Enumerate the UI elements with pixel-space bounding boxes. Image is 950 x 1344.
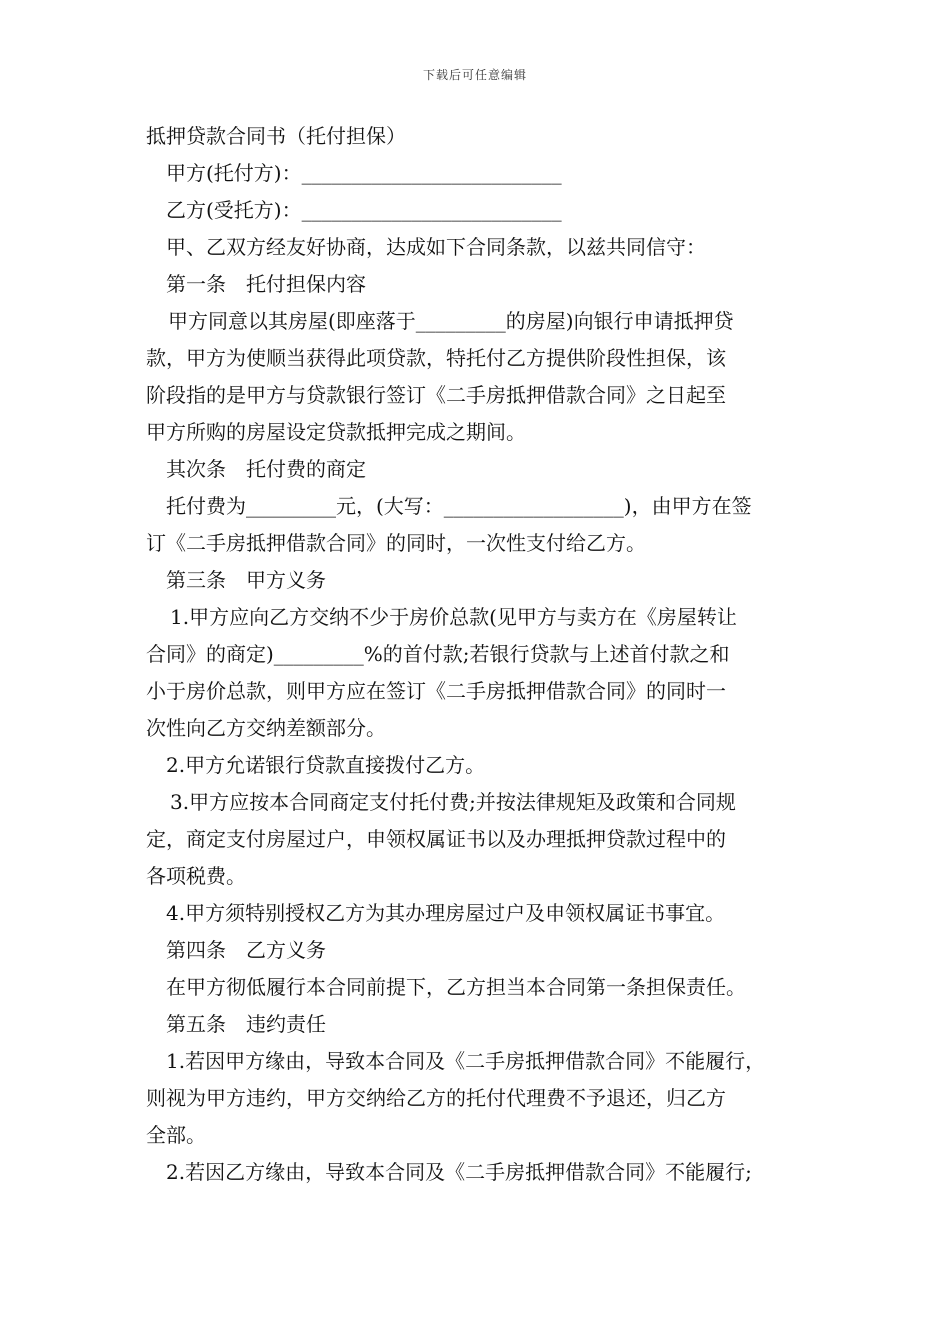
paragraph-line: 订《二手房抵押借款合同》的同时，一次性支付给乙方。 [146, 531, 646, 555]
paragraph-line: 全部。 [146, 1123, 206, 1147]
page-header-note: 下载后可任意编辑 [422, 68, 527, 82]
paragraph-line: 合同》的商定)_________%的首付款;若银行贷款与上述首付款之和 [146, 642, 730, 666]
article-heading: 第一条 托付担保内容 [166, 272, 366, 296]
paragraph-line: 2.甲方允诺银行贷款直接拨付乙方。 [166, 753, 486, 777]
paragraph-line: 甲方同意以其房屋(即座落于_________的房屋)向银行申请抵押贷 [168, 309, 734, 333]
paragraph-line: 托付费为_________元，(大写：__________________)，由甲方在签 [166, 494, 752, 518]
paragraph-line: 1.若因甲方缘由，导致本合同及《二手房抵押借款合同》不能履行， [166, 1049, 766, 1073]
paragraph-line: 小于房价总款，则甲方应在签订《二手房抵押借款合同》的同时一 [146, 679, 726, 703]
paragraph-line: 乙方(受托方)：__________________________ [166, 198, 562, 222]
paragraph-line: 甲方(托付方)：__________________________ [166, 161, 562, 185]
paragraph-line: 2.若因乙方缘由，导致本合同及《二手房抵押借款合同》不能履行; [166, 1160, 752, 1184]
document-title: 抵押贷款合同书（托付担保） [146, 124, 406, 148]
article-heading: 其次条 托付费的商定 [166, 457, 366, 481]
paragraph-line: 甲方所购的房屋设定贷款抵押完成之期间。 [146, 420, 526, 444]
article-heading: 第五条 违约责任 [166, 1012, 326, 1036]
document-body [146, 118, 818, 1191]
article-heading: 第三条 甲方义务 [166, 568, 326, 592]
paragraph-line: 款，甲方为使顺当获得此项贷款，特托付乙方提供阶段性担保，该 [146, 346, 726, 370]
paragraph-line: 定，商定支付房屋过户，申领权属证书以及办理抵押贷款过程中的 [146, 827, 726, 851]
paragraph-line: 阶段指的是甲方与贷款银行签订《二手房抵押借款合同》之日起至 [146, 383, 726, 407]
paragraph-line: 1.甲方应向乙方交纳不少于房价总款(见甲方与卖方在《房屋转让 [170, 605, 737, 629]
paragraph-line: 各项税费。 [146, 864, 246, 888]
paragraph-line: 甲、乙双方经友好协商，达成如下合同条款，以兹共同信守： [166, 235, 706, 259]
paragraph-line: 4.甲方须特别授权乙方为其办理房屋过户及申领权属证书事宜。 [166, 901, 726, 925]
paragraph-line: 则视为甲方违约，甲方交纳给乙方的托付代理费不予退还，归乙方 [146, 1086, 726, 1110]
paragraph-line: 3.甲方应按本合同商定支付托付费;并按法律规矩及政策和合同规 [170, 790, 736, 814]
paragraph-line: 在甲方彻低履行本合同前提下，乙方担当本合同第一条担保责任。 [166, 975, 746, 999]
article-heading: 第四条 乙方义务 [166, 938, 326, 962]
paragraph-line: 次性向乙方交纳差额部分。 [146, 716, 386, 740]
